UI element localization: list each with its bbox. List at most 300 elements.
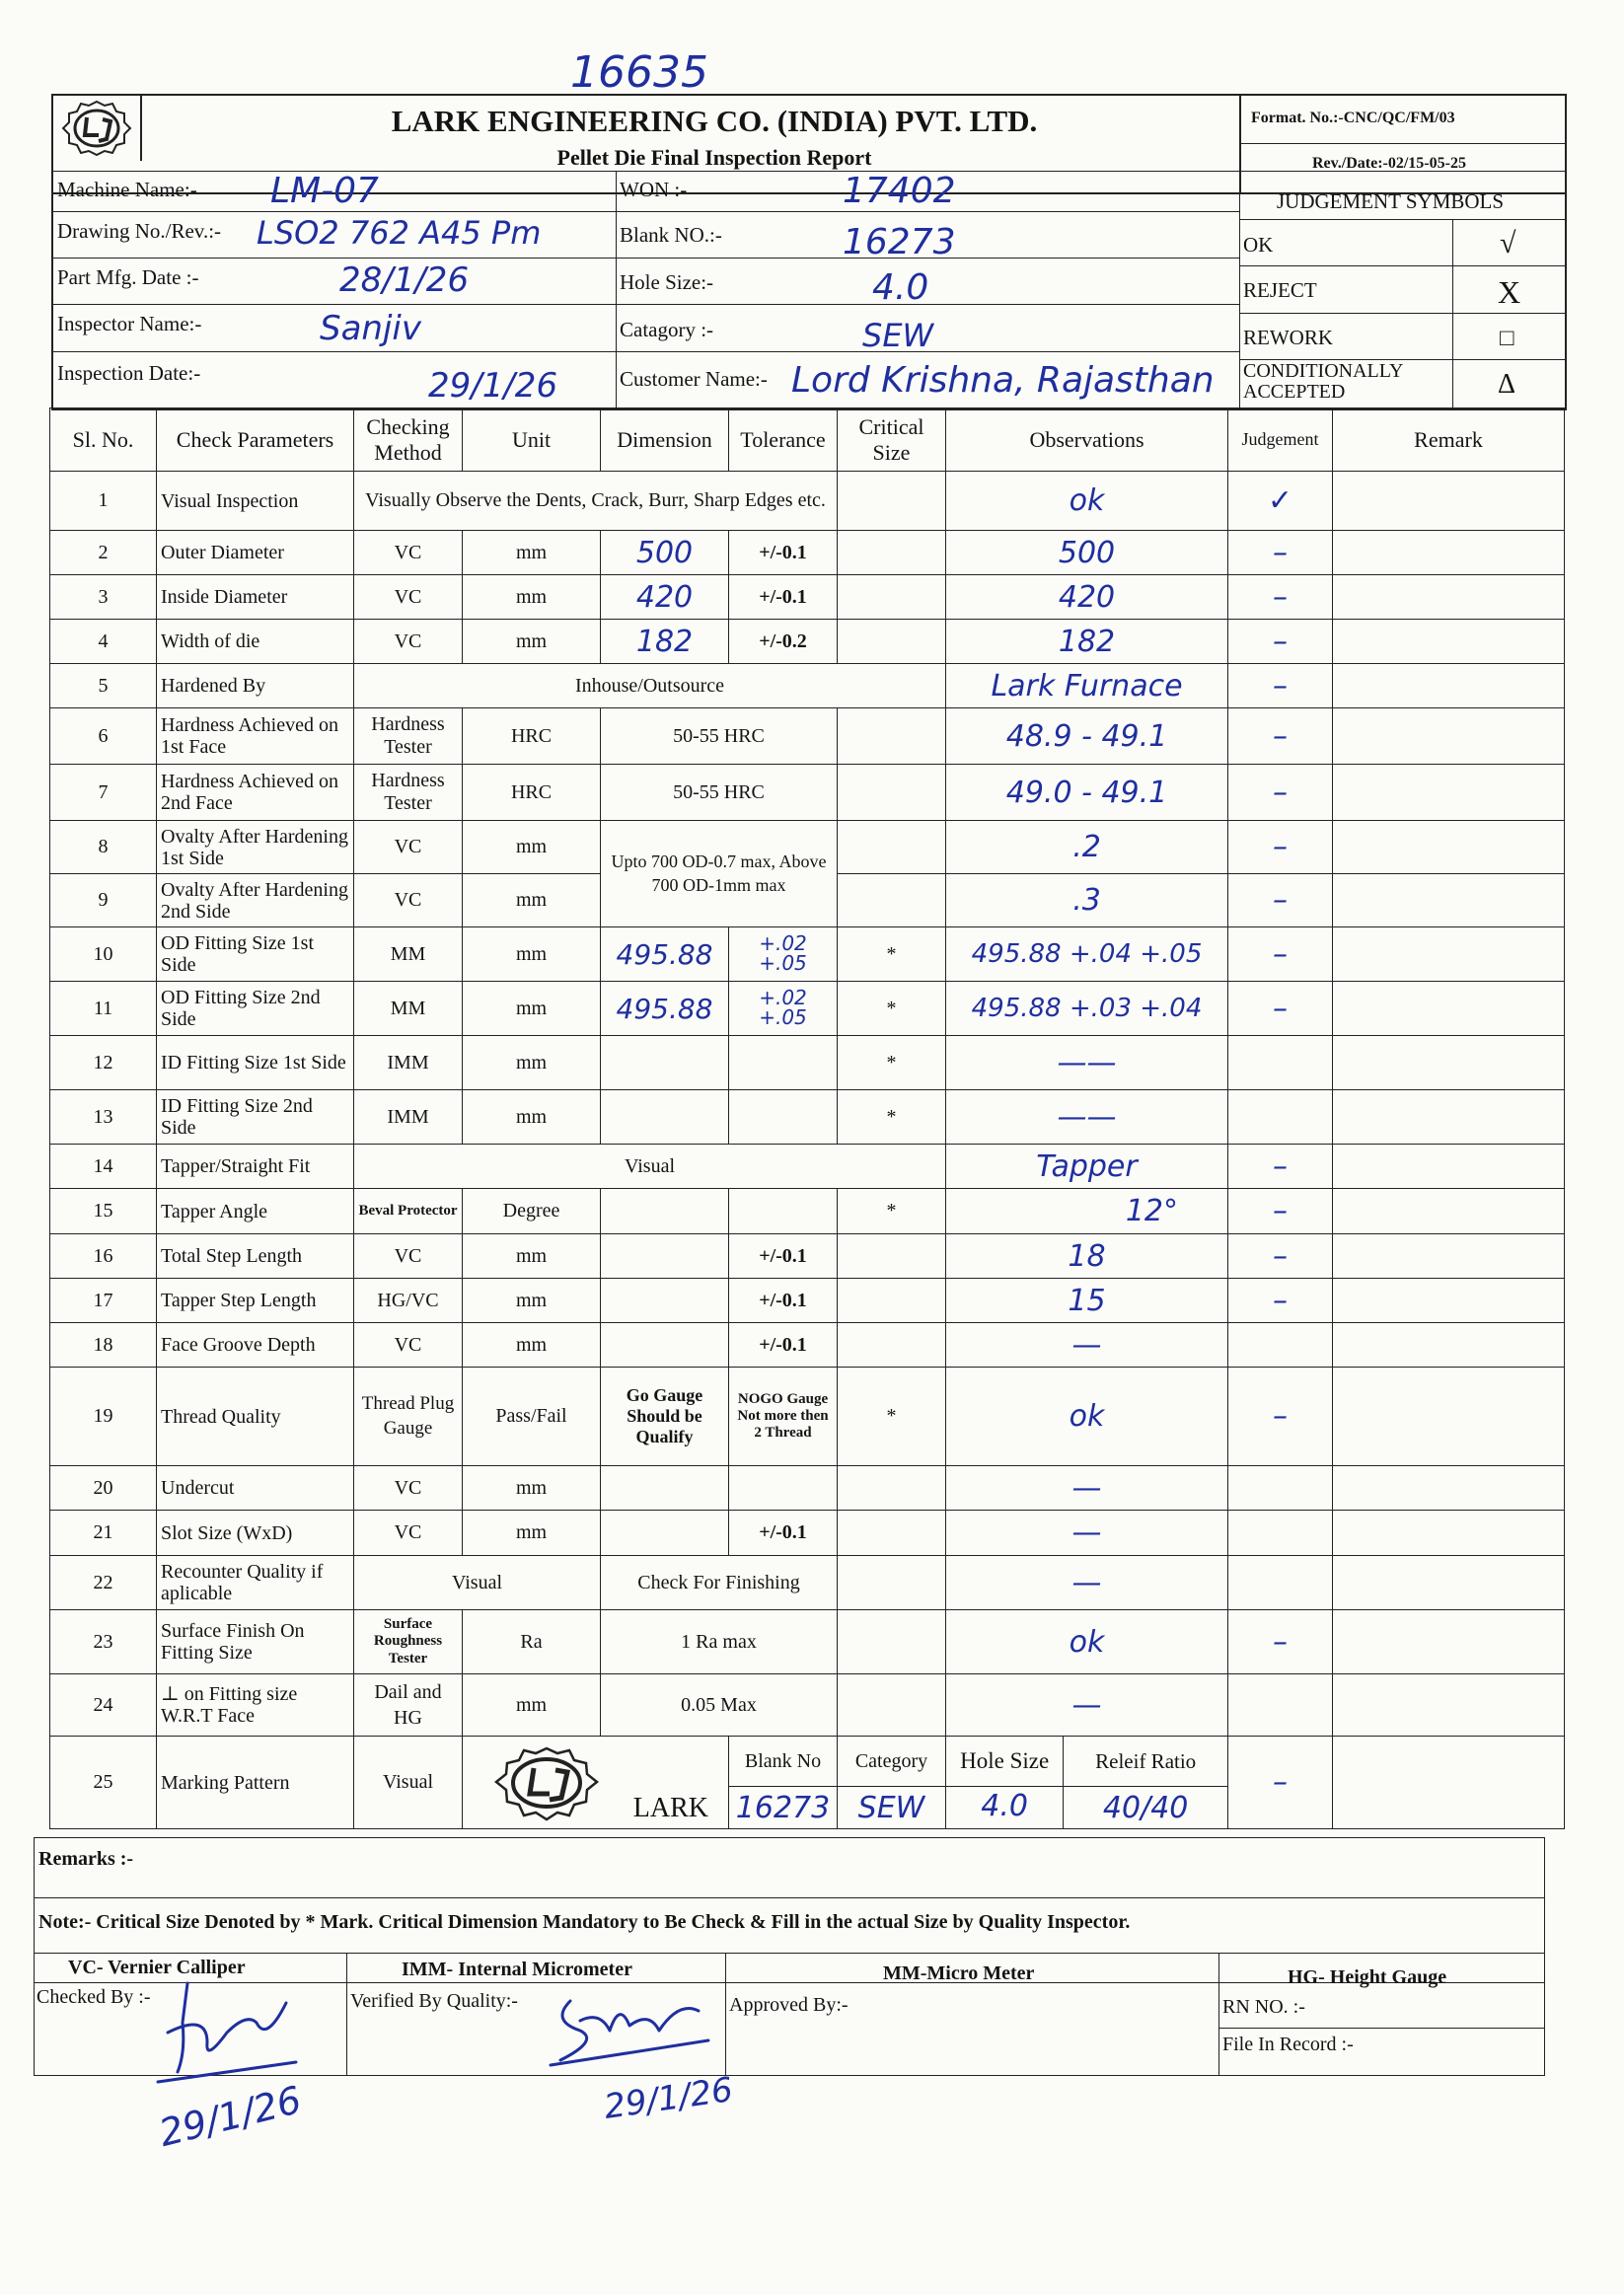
judgement-cell — [1228, 1511, 1333, 1556]
unit-cell: HRC — [463, 708, 601, 765]
abbr-hg: HG- Height Gauge — [1288, 1966, 1447, 1988]
param-cell: Tapper Angle — [157, 1189, 354, 1234]
judgement-cell — [1228, 1556, 1333, 1610]
dimension-cell — [601, 1036, 729, 1090]
critical-cell — [838, 1674, 946, 1737]
marking-category-header: Category — [838, 1737, 946, 1787]
table-row — [50, 1234, 1565, 1279]
sl-cell: 12 — [50, 1036, 157, 1090]
tolerance-cell — [729, 1036, 838, 1090]
remark-cell — [1333, 874, 1565, 927]
mfg-date-label: Part Mfg. Date :- — [57, 265, 199, 289]
inspection-date-value: 29/1/26 — [428, 366, 558, 406]
observation-value: 18 — [1068, 1238, 1106, 1274]
remark-cell — [1333, 708, 1565, 765]
judgement-value: – — [1273, 775, 1288, 810]
sl-cell: 25 — [50, 1737, 157, 1829]
info-block — [51, 171, 1567, 410]
company-name: LARK ENGINEERING CO. (INDIA) PVT. LTD. — [391, 104, 1038, 138]
header-critical: Critical Size — [838, 408, 946, 472]
sl-cell: 10 — [50, 927, 157, 982]
tolerance-cell: +/-0.1 — [729, 1511, 838, 1556]
sl-cell: 23 — [50, 1610, 157, 1674]
critical-cell: * — [838, 1036, 946, 1090]
judgement-cell — [1228, 1737, 1333, 1829]
param-cell: OD Fitting Size 2nd Side — [157, 982, 354, 1036]
method-cell: MM — [354, 927, 463, 982]
tolerance-cell — [729, 1090, 838, 1145]
unit-cell: mm — [463, 1511, 601, 1556]
table-row — [50, 1737, 1565, 1787]
observation-value: Lark Furnace — [991, 668, 1183, 703]
dimension-value: 420 — [635, 579, 694, 615]
unit-cell: mm — [463, 1674, 601, 1737]
param-cell: ⊥ on Fitting size W.R.T Face — [157, 1674, 354, 1737]
method-cell: VC — [354, 821, 463, 874]
unit-cell: mm — [463, 531, 601, 575]
critical-cell — [838, 1466, 946, 1511]
unit-cell: mm — [463, 1279, 601, 1323]
unit-cell: mm — [463, 1036, 601, 1090]
param-cell: Surface Finish On Fitting Size — [157, 1610, 354, 1674]
param-cell: Ovalty After Hardening 1st Side — [157, 821, 354, 874]
inspector-label: Inspector Name:- — [57, 312, 202, 335]
unit-cell: mm — [463, 1323, 601, 1368]
lark-text: LARK — [632, 1793, 708, 1823]
observation-value: ok — [1069, 483, 1105, 518]
remark-cell — [1333, 531, 1565, 575]
observation-value: — — [1071, 1565, 1102, 1600]
marking-blank-header: Blank No — [729, 1737, 838, 1787]
param-cell: ID Fitting Size 1st Side — [157, 1036, 354, 1090]
sl-cell: 9 — [50, 874, 157, 927]
judgement-value: – — [1273, 1399, 1288, 1434]
table-row — [50, 1323, 1565, 1368]
rev-date: Rev./Date:-02/15-05-25 — [1312, 155, 1466, 172]
table-row — [50, 982, 1565, 1036]
param-cell: Width of die — [157, 620, 354, 664]
unit-cell: mm — [463, 927, 601, 982]
header-method: Checking Method — [354, 408, 463, 472]
inspection-table — [49, 407, 1565, 1829]
method-cell: Visual — [354, 1737, 463, 1829]
remark-cell — [1333, 1511, 1565, 1556]
abbr-vc: VC- Vernier Calliper — [68, 1957, 246, 1978]
sl-cell: 14 — [50, 1145, 157, 1189]
header-dimension: Dimension — [601, 408, 729, 472]
unit-cell: HRC — [463, 765, 601, 821]
method-cell: IMM — [354, 1036, 463, 1090]
unit-cell: mm — [463, 575, 601, 620]
critical-cell: * — [838, 982, 946, 1036]
judgement-value: – — [1273, 883, 1288, 918]
drawing-value: LSO2 762 A45 Pm — [257, 214, 542, 252]
symbol-rework-label: REWORK — [1243, 326, 1333, 349]
param-cell: Tapper Step Length — [157, 1279, 354, 1323]
header-tolerance: Tolerance — [729, 408, 838, 472]
judgement-cell — [1228, 1090, 1333, 1145]
tolerance-value: +.02 +.05 — [759, 985, 807, 1029]
table-row — [50, 708, 1565, 765]
remark-cell — [1333, 1368, 1565, 1466]
header-param: Check Parameters — [157, 408, 354, 472]
sl-cell: 24 — [50, 1674, 157, 1737]
critical-cell — [838, 1556, 946, 1610]
won-value: 17402 — [843, 171, 956, 211]
critical-cell — [838, 575, 946, 620]
table-row — [50, 1556, 1565, 1610]
param-cell: Hardness Achieved on 2nd Face — [157, 765, 354, 821]
remark-cell — [1333, 472, 1565, 531]
dimension-cell — [601, 1234, 729, 1279]
unit-cell: Degree — [463, 1189, 601, 1234]
judgement-cell — [1228, 1674, 1333, 1737]
param-cell: Hardness Achieved on 1st Face — [157, 708, 354, 765]
param-cell: ID Fitting Size 2nd Side — [157, 1090, 354, 1145]
tolerance-cell — [729, 1189, 838, 1234]
table-row — [50, 1189, 1565, 1234]
param-cell: Hardened By — [157, 664, 354, 708]
observation-value: — — [1071, 1687, 1102, 1723]
checked-by-signature — [148, 1963, 306, 2092]
dimension-cell — [601, 1511, 729, 1556]
critical-cell: * — [838, 1189, 946, 1234]
table-row — [50, 531, 1565, 575]
sl-cell: 3 — [50, 575, 157, 620]
symbol-reject: X — [1498, 274, 1521, 310]
param-cell: Tapper/Straight Fit — [157, 1145, 354, 1189]
marking-hole-header: Hole Size — [946, 1737, 1064, 1786]
tolerance-cell: +/-0.1 — [729, 1323, 838, 1368]
remark-cell — [1333, 1279, 1565, 1323]
symbol-rework: □ — [1500, 326, 1514, 351]
marking-logo-cell — [463, 1737, 729, 1829]
observation-value: 15 — [1068, 1283, 1106, 1318]
table-row — [50, 620, 1565, 664]
critical-cell — [838, 1610, 946, 1674]
method-cell: VC — [354, 620, 463, 664]
remark-cell — [1333, 1737, 1565, 1829]
lark-logo — [53, 96, 142, 161]
table-header-row — [50, 408, 1565, 472]
hole-label: Hole Size:- — [620, 270, 714, 294]
symbol-conditional-label: CONDITIONALLY ACCEPTED — [1243, 360, 1403, 403]
param-cell: Marking Pattern — [157, 1737, 354, 1829]
observation-value: 12° — [1125, 1194, 1178, 1228]
judgement-value: – — [1273, 718, 1288, 754]
sl-cell: 5 — [50, 664, 157, 708]
method-cell: VC — [354, 874, 463, 927]
remark-cell — [1333, 1556, 1565, 1610]
sl-cell: 19 — [50, 1368, 157, 1466]
observation-value: 182 — [1058, 624, 1116, 659]
header-judgement: Judgement — [1228, 408, 1333, 472]
table-row — [50, 765, 1565, 821]
param-cell: Total Step Length — [157, 1234, 354, 1279]
param-cell: Inside Diameter — [157, 575, 354, 620]
method-cell: VC — [354, 575, 463, 620]
inspector-value: Sanjiv — [320, 309, 421, 348]
unit-cell: mm — [463, 1466, 601, 1511]
category-label: Catagory :- — [620, 318, 714, 341]
table-row — [50, 1466, 1565, 1511]
tolerance-value: +.02 +.05 — [759, 930, 807, 975]
table-row — [50, 1036, 1565, 1090]
observation-value: 420 — [1058, 579, 1116, 615]
critical-cell — [838, 1323, 946, 1368]
method-cell: Thread Plug Gauge — [354, 1368, 463, 1466]
lark-logo — [482, 1744, 611, 1823]
dimension-value: 495.88 — [616, 937, 713, 971]
checked-by-label: Checked By :- — [37, 1986, 151, 2008]
judgement-value: – — [1273, 830, 1288, 864]
method-cell: Visual — [354, 1556, 601, 1610]
remark-cell — [1333, 1036, 1565, 1090]
drawing-label: Drawing No./Rev.:- — [57, 219, 222, 243]
marking-relief-header: Releif Ratio — [1095, 1748, 1197, 1773]
marking-hole-value: 4.0 — [981, 1788, 1029, 1823]
marking-blank-value: 16273 — [735, 1790, 831, 1825]
judgement-value: – — [1273, 668, 1288, 703]
method-cell: VC — [354, 1234, 463, 1279]
critical-cell — [838, 874, 946, 927]
method-cell: VC — [354, 1466, 463, 1511]
observation-value: —— — [1057, 1045, 1117, 1080]
table-row — [50, 1511, 1565, 1556]
observation-value: .3 — [1072, 883, 1101, 918]
remarks-label: Remarks :- — [38, 1848, 134, 1870]
format-no: Format. No.:-CNC/QC/FM/03 — [1251, 110, 1455, 126]
observation-value: 495.88 +.03 +.04 — [971, 994, 1203, 1023]
method-cell: IMM — [354, 1090, 463, 1145]
critical-cell — [838, 1279, 946, 1323]
table-row — [50, 1368, 1565, 1466]
abbr-mm: MM-Micro Meter — [883, 1962, 1035, 1984]
table-row — [50, 1145, 1565, 1189]
unit-cell: mm — [463, 1090, 601, 1145]
table-row — [50, 664, 1565, 708]
param-cell: OD Fitting Size 1st Side — [157, 927, 354, 982]
table-row — [50, 472, 1565, 531]
remark-cell — [1333, 1323, 1565, 1368]
dimension-cell — [601, 1323, 729, 1368]
unit-cell: mm — [463, 874, 601, 927]
observation-value: 48.9 - 49.1 — [1005, 718, 1168, 754]
critical-cell: * — [838, 1368, 946, 1466]
critical-cell — [838, 1511, 946, 1556]
category-value: SEW — [862, 317, 934, 354]
header-unit: Unit — [463, 408, 601, 472]
critical-cell — [838, 708, 946, 765]
sl-cell: 16 — [50, 1234, 157, 1279]
dimension-value: 495.88 — [616, 992, 713, 1025]
checked-date: 29/1/26 — [154, 2077, 306, 2156]
method-cell: VC — [354, 1323, 463, 1368]
judgement-symbols-title: JUDGEMENT SYMBOLS — [1277, 189, 1505, 213]
blank-value: 16273 — [843, 222, 956, 262]
judgement-value: – — [1273, 579, 1288, 615]
tolerance-cell: +/-0.1 — [729, 575, 838, 620]
abbr-imm: IMM- Internal Micrometer — [402, 1959, 632, 1980]
judgement-value: – — [1273, 1624, 1288, 1660]
observation-value: 500 — [1058, 535, 1116, 570]
tolerance-cell — [729, 1466, 838, 1511]
method-cell: Dail and HG — [354, 1674, 463, 1737]
judgement-value: – — [1273, 1765, 1288, 1800]
sl-cell: 1 — [50, 472, 157, 531]
dimension-value: 500 — [635, 535, 694, 570]
method-cell: MM — [354, 982, 463, 1036]
sl-cell: 18 — [50, 1323, 157, 1368]
sl-cell: 8 — [50, 821, 157, 874]
judgement-cell — [1228, 1466, 1333, 1511]
dimension-cell — [601, 1090, 729, 1145]
sl-cell: 20 — [50, 1466, 157, 1511]
judgement-value: – — [1273, 535, 1288, 570]
document-number: 16635 — [570, 47, 708, 98]
remark-cell — [1333, 575, 1565, 620]
spec-cell: Visually Observe the Dents, Crack, Burr, Sharp Edges etc. — [354, 472, 838, 531]
unit-cell: mm — [463, 620, 601, 664]
machine-name-value: LM-07 — [270, 171, 379, 211]
sl-cell: 21 — [50, 1511, 157, 1556]
judgement-value: – — [1273, 624, 1288, 659]
verified-by-label: Verified By Quality:- — [350, 1990, 518, 2012]
mfg-date-value: 28/1/26 — [339, 260, 470, 300]
spec-cell: 1 Ra max — [601, 1610, 838, 1674]
critical-cell — [838, 620, 946, 664]
observation-value: ok — [1069, 1624, 1105, 1660]
remark-cell — [1333, 1674, 1565, 1737]
judgement-value: – — [1273, 1194, 1288, 1228]
critical-cell — [838, 1234, 946, 1279]
sl-cell: 7 — [50, 765, 157, 821]
remark-cell — [1333, 1234, 1565, 1279]
tolerance-cell: +/-0.1 — [729, 1279, 838, 1323]
param-cell: Ovalty After Hardening 2nd Side — [157, 874, 354, 927]
judgement-value: ✓ — [1267, 483, 1293, 518]
method-cell: Hardness Tester — [354, 708, 463, 765]
observation-value: Tapper — [1036, 1148, 1138, 1184]
marking-relief-value: 40/40 — [1102, 1790, 1189, 1825]
param-cell: Slot Size (WxD) — [157, 1511, 354, 1556]
customer-value: Lord Krishna, Rajasthan — [791, 360, 1215, 401]
judgement-cell — [1228, 1323, 1333, 1368]
won-label: WON :- — [620, 178, 688, 201]
report-title: Pellet Die Final Inspection Report — [556, 145, 872, 170]
critical-cell — [838, 531, 946, 575]
symbol-conditional: Δ — [1498, 369, 1516, 400]
tolerance-cell: NOGO Gauge Not more then 2 Thread — [729, 1368, 838, 1466]
sl-cell: 15 — [50, 1189, 157, 1234]
observation-value: ok — [1069, 1399, 1105, 1434]
symbol-ok: √ — [1500, 227, 1516, 259]
observation-value: — — [1071, 1327, 1102, 1363]
remark-cell — [1333, 1466, 1565, 1511]
critical-cell — [838, 472, 946, 531]
file-in-record-label: File In Record :- — [1222, 2034, 1354, 2055]
judgement-value: – — [1273, 1148, 1288, 1184]
remark-cell — [1333, 927, 1565, 982]
unit-cell: mm — [463, 1234, 601, 1279]
param-cell: Undercut — [157, 1466, 354, 1511]
table-row — [50, 1674, 1565, 1737]
spec-cell: Inhouse/Outsource — [354, 664, 946, 708]
remark-cell — [1333, 982, 1565, 1036]
remark-cell — [1333, 821, 1565, 874]
judgement-value: – — [1273, 1238, 1288, 1274]
spec-cell: 0.05 Max — [601, 1674, 838, 1737]
spec-cell: 50-55 HRC — [601, 708, 838, 765]
remark-cell — [1333, 1189, 1565, 1234]
critical-cell: * — [838, 927, 946, 982]
header-sl: Sl. No. — [50, 408, 157, 472]
remark-cell — [1333, 1145, 1565, 1189]
approved-by-label: Approved By:- — [729, 1994, 849, 2016]
table-row — [50, 927, 1565, 982]
judgement-value: – — [1273, 936, 1288, 972]
observation-value: — — [1071, 1516, 1102, 1550]
remark-cell — [1333, 620, 1565, 664]
param-cell: Outer Diameter — [157, 531, 354, 575]
sl-cell: 4 — [50, 620, 157, 664]
table-row — [50, 821, 1565, 874]
rn-no-label: RN NO. :- — [1222, 1996, 1305, 2018]
sl-cell: 2 — [50, 531, 157, 575]
param-cell: Visual Inspection — [157, 472, 354, 531]
sl-cell: 6 — [50, 708, 157, 765]
ovalty-spec-cell: Upto 700 OD-0.7 max, Above 700 OD-1mm max — [601, 821, 838, 927]
unit-cell: Ra — [463, 1610, 601, 1674]
method-cell: VC — [354, 1511, 463, 1556]
hole-value: 4.0 — [872, 267, 929, 308]
sl-cell: 13 — [50, 1090, 157, 1145]
tolerance-cell: +/-0.1 — [729, 1234, 838, 1279]
sl-cell: 17 — [50, 1279, 157, 1323]
sl-cell: 11 — [50, 982, 157, 1036]
table-row — [50, 575, 1565, 620]
unit-cell: Pass/Fail — [463, 1368, 601, 1466]
judgement-value: – — [1273, 1283, 1288, 1318]
spec-cell: Check For Finishing — [601, 1556, 838, 1610]
tolerance-cell: +/-0.1 — [729, 531, 838, 575]
judgement-value: – — [1273, 991, 1288, 1026]
method-cell: Beval Protector — [354, 1189, 463, 1234]
param-cell: Face Groove Depth — [157, 1323, 354, 1368]
dimension-value: 182 — [635, 624, 694, 659]
method-cell: Surface Roughness Tester — [354, 1610, 463, 1674]
header-remark: Remark — [1333, 408, 1565, 472]
header-observations: Observations — [946, 408, 1228, 472]
sl-cell: 22 — [50, 1556, 157, 1610]
observation-value: 495.88 +.04 +.05 — [971, 939, 1203, 969]
observation-value: 49.0 - 49.1 — [1005, 775, 1168, 810]
dimension-cell — [601, 1466, 729, 1511]
param-cell: Recounter Quality if aplicable — [157, 1556, 354, 1610]
remark-cell — [1333, 664, 1565, 708]
blank-label: Blank NO.:- — [620, 223, 722, 247]
critical-cell — [838, 765, 946, 821]
spec-cell: 50-55 HRC — [601, 765, 838, 821]
dimension-cell — [601, 1189, 729, 1234]
tolerance-cell: +/-0.2 — [729, 620, 838, 664]
symbol-ok-label: OK — [1243, 233, 1274, 257]
table-row — [50, 1279, 1565, 1323]
observation-value: — — [1071, 1470, 1102, 1506]
critical-cell: * — [838, 1090, 946, 1145]
verified-date: 29/1/26 — [601, 2070, 736, 2127]
dimension-cell — [601, 1279, 729, 1323]
